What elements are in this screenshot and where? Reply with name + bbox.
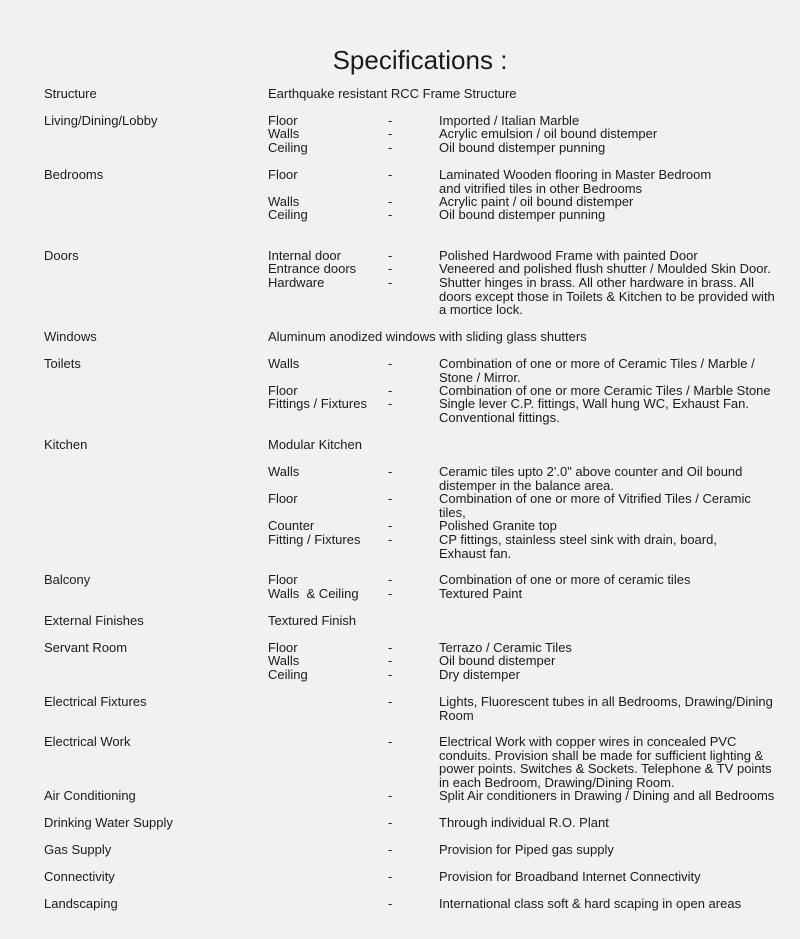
spec-item-value: doors except those in Toilets & Kitchen to be provided with xyxy=(439,288,775,304)
spec-item-label: Fitting / Fixtures xyxy=(268,532,361,547)
spec-category: Balcony xyxy=(44,572,91,587)
spec-category: Windows xyxy=(44,329,97,344)
separator-dash: - xyxy=(388,532,393,547)
spec-item-value: Terrazo / Ceramic Tiles xyxy=(439,640,572,655)
separator-dash: - xyxy=(388,261,393,276)
separator-dash: - xyxy=(388,572,393,587)
spec-item-label: Walls xyxy=(268,464,300,479)
spec-item-value: Acrylic emulsion / oil bound distemper xyxy=(439,126,658,141)
spec-category: Landscaping xyxy=(44,896,118,911)
spec-item-label: Floor xyxy=(268,491,298,506)
spec-item-value: Split Air conditioners in Drawing / Dining and all Bedrooms xyxy=(439,788,775,803)
spec-category: Doors xyxy=(44,248,79,263)
separator-dash: - xyxy=(388,248,393,263)
separator-dash: - xyxy=(388,464,393,479)
spec-item-label: Walls & Ceiling xyxy=(268,586,359,601)
spec-category: Connectivity xyxy=(44,869,115,884)
spec-category: Structure xyxy=(44,86,97,101)
spec-item-label: Entrance doors xyxy=(268,261,357,276)
spec-item-label: Counter xyxy=(268,518,315,533)
spec-category: External Finishes xyxy=(44,613,144,628)
spec-category: Toilets xyxy=(44,356,81,371)
spec-item-value: Exhaust fan. xyxy=(439,545,512,561)
separator-dash: - xyxy=(388,869,393,884)
spec-item-value: power points. Switches & Sockets. Telephone & TV points xyxy=(439,761,772,776)
spec-category: Living/Dining/Lobby xyxy=(44,113,158,128)
separator-dash: - xyxy=(388,640,393,655)
spec-item-label: Ceiling xyxy=(268,140,308,155)
separator-dash: - xyxy=(388,734,393,749)
spec-category: Bedrooms xyxy=(44,167,104,182)
spec-category: Electrical Work xyxy=(44,734,131,749)
spec-item-value: Combination of one or more of Ceramic Tiles / Marble / xyxy=(439,356,755,371)
spec-item-value: Electrical Work with copper wires in concealed PVC xyxy=(439,734,737,749)
spec-item-value: Oil bound distemper punning xyxy=(439,207,606,222)
separator-dash: - xyxy=(388,194,393,209)
spec-item-value: CP fittings, stainless steel sink with drain, board, xyxy=(439,532,717,547)
spec-item-value: Combination of one or more of ceramic tiles xyxy=(439,572,691,587)
spec-item-label: Walls xyxy=(268,194,300,209)
spec-item-value: a mortice lock. xyxy=(439,302,523,317)
spec-item-value: Provision for Broadband Internet Connectivity xyxy=(439,869,701,884)
spec-item-value: Combination of one or more of Vitrified Tiles / Ceramic xyxy=(439,491,751,506)
spec-item-label: Aluminum anodized windows with sliding glass shutters xyxy=(268,329,587,344)
spec-item-value: Lights, Fluorescent tubes in all Bedrooms, Drawing/Dining xyxy=(439,694,773,709)
spec-item-label: Walls xyxy=(268,653,300,668)
spec-item-value: Shutter hinges in brass. All other hardware in brass. All xyxy=(439,275,755,290)
spec-item-value: Provision for Piped gas supply xyxy=(439,842,614,857)
spec-item-value: in each Bedroom, Drawing/Dining Room. xyxy=(439,774,675,790)
spec-item-value: Polished Hardwood Frame with painted Door xyxy=(439,248,698,263)
spec-item-value: Conventional fittings. xyxy=(439,409,560,425)
spec-item-label: Ceiling xyxy=(268,207,308,222)
spec-item-label: Floor xyxy=(268,383,298,398)
separator-dash: - xyxy=(388,491,393,506)
spec-item-label: Ceiling xyxy=(268,667,308,682)
separator-dash: - xyxy=(388,275,393,290)
spec-item-value: International class soft & hard scaping in open areas xyxy=(439,896,742,911)
separator-dash: - xyxy=(388,815,393,830)
spec-item-value: Ceramic tiles upto 2'.0" above counter and Oil bound xyxy=(439,464,743,479)
spec-item-label: Floor xyxy=(268,640,298,655)
spec-category: Drinking Water Supply xyxy=(44,815,173,830)
spec-item-label: Walls xyxy=(268,356,300,371)
spec-item-value: Veneered and polished flush shutter / Moulded Skin Door. xyxy=(439,261,771,276)
spec-item-label: Floor xyxy=(268,113,298,128)
spec-category: Servant Room xyxy=(44,640,128,655)
spec-item-value: Dry distemper xyxy=(439,667,520,682)
separator-dash: - xyxy=(388,140,393,155)
separator-dash: - xyxy=(388,207,393,222)
spec-category: Electrical Fixtures xyxy=(44,694,147,709)
spec-category: Air Conditioning xyxy=(44,788,136,803)
spec-item-value: Acrylic paint / oil bound distemper xyxy=(439,194,634,209)
spec-item-value: Combination of one or more Ceramic Tiles / Marble Stone xyxy=(439,383,771,398)
separator-dash: - xyxy=(388,694,393,709)
separator-dash: - xyxy=(388,518,393,533)
separator-dash: - xyxy=(388,586,393,601)
spec-item-value: Imported / Italian Marble xyxy=(439,113,580,128)
spec-item-value: Oil bound distemper xyxy=(439,653,556,668)
spec-item-label: Hardware xyxy=(268,275,325,290)
spec-item-value: Textured Paint xyxy=(439,586,523,601)
spec-item-label: Fittings / Fixtures xyxy=(268,396,367,411)
separator-dash: - xyxy=(388,167,393,182)
spec-item-value: Stone / Mirror. xyxy=(439,369,521,385)
spec-item-value: Laminated Wooden flooring in Master Bedroom xyxy=(439,167,712,182)
separator-dash: - xyxy=(388,667,393,682)
separator-dash: - xyxy=(388,113,393,128)
spec-item-label: Floor xyxy=(268,167,298,182)
separator-dash: - xyxy=(388,126,393,141)
spec-item-value: tiles, xyxy=(439,504,466,520)
specifications-title: Specifications : xyxy=(332,45,508,75)
spec-item-value: conduits. Provision shall be made for sufficient lighting & xyxy=(439,747,764,763)
spec-item-label: Textured Finish xyxy=(268,613,357,628)
spec-item-label: Modular Kitchen xyxy=(268,437,362,452)
separator-dash: - xyxy=(388,396,393,411)
spec-item-label: Internal door xyxy=(268,248,341,263)
spec-category: Kitchen xyxy=(44,437,88,452)
spec-item-value: Oil bound distemper punning xyxy=(439,140,606,155)
spec-item-value: Polished Granite top xyxy=(439,518,557,533)
spec-item-value: and vitrified tiles in other Bedrooms xyxy=(439,180,643,196)
separator-dash: - xyxy=(388,653,393,668)
separator-dash: - xyxy=(388,788,393,803)
separator-dash: - xyxy=(388,383,393,398)
spec-item-label: Floor xyxy=(268,572,298,587)
separator-dash: - xyxy=(388,896,393,911)
spec-item-value: distemper in the balance area. xyxy=(439,477,614,493)
separator-dash: - xyxy=(388,842,393,857)
spec-item-label: Earthquake resistant RCC Frame Structure xyxy=(268,86,517,101)
separator-dash: - xyxy=(388,356,393,371)
spec-item-value: Room xyxy=(439,707,474,723)
spec-item-value: Single lever C.P. fittings, Wall hung WC, Exhaust Fan. xyxy=(439,396,749,411)
spec-category: Gas Supply xyxy=(44,842,112,857)
spec-item-value: Through individual R.O. Plant xyxy=(439,815,609,830)
spec-item-label: Walls xyxy=(268,126,300,141)
